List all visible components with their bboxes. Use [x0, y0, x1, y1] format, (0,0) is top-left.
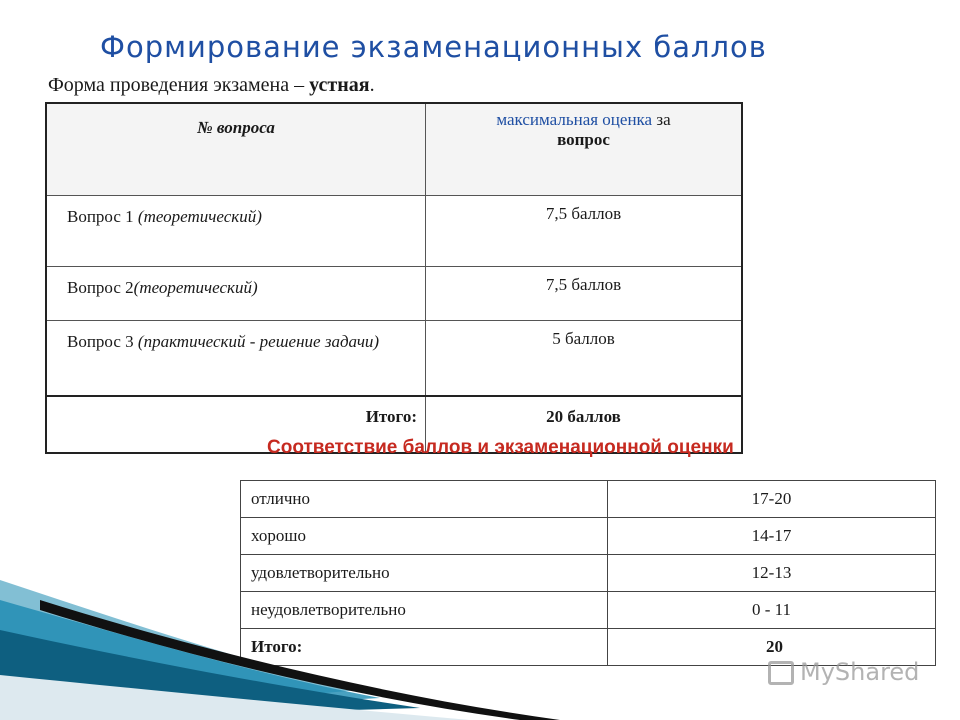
table-row — [46, 196, 742, 267]
scoring-table — [45, 102, 743, 454]
decorative-wave — [0, 580, 560, 720]
watermark — [768, 658, 919, 686]
header-max-score-b: за — [652, 110, 671, 129]
grade-name: хорошо — [241, 518, 608, 555]
question-type: (теоретический) — [137, 207, 262, 226]
total-label: Итого: — [46, 396, 426, 453]
exam-form-line — [48, 74, 375, 97]
table-row — [241, 518, 936, 555]
header-question-number: № вопроса — [46, 103, 426, 196]
question-type: (практический - решение задачи) — [137, 332, 380, 351]
table-row — [46, 267, 742, 321]
question-cell — [46, 267, 426, 321]
header-max-score — [426, 103, 743, 196]
scoring-table-header — [46, 103, 742, 196]
watermark-text: MyShared — [800, 658, 920, 686]
table-row — [241, 481, 936, 518]
total-value: 20 баллов — [426, 396, 743, 453]
header-max-score-c: вопрос — [557, 130, 610, 149]
grade-name: удовлетворительно — [241, 555, 608, 592]
grade-name: неудовлетворительно — [241, 592, 608, 629]
header-max-score-a: максимальная оценка — [496, 110, 653, 129]
question-points: 7,5 баллов — [426, 196, 743, 267]
question-label: Вопрос 3 — [67, 332, 138, 351]
grade-range: 17-20 — [608, 481, 936, 518]
question-label: Вопрос 2 — [67, 278, 134, 297]
question-cell — [46, 196, 426, 267]
grade-range: 0 - 11 — [608, 592, 936, 629]
exam-form-suffix: . — [369, 74, 375, 96]
grade-range: 14-17 — [608, 518, 936, 555]
question-type: (теоретический) — [133, 278, 258, 297]
table-row — [46, 321, 742, 397]
exam-form-type: устная — [309, 74, 370, 96]
presentation-icon — [768, 661, 794, 685]
question-points: 7,5 баллов — [426, 267, 743, 321]
section-title: Соответствие баллов и экзаменационной оценки — [267, 437, 734, 458]
page-title: Формирование экзаменационных баллов — [100, 30, 767, 64]
question-cell — [46, 321, 426, 397]
question-points: 5 баллов — [426, 321, 743, 397]
grade-range: 12-13 — [608, 555, 936, 592]
total-label: Итого: — [241, 629, 608, 666]
grade-name: отлично — [241, 481, 608, 518]
total-value: 20 — [608, 629, 936, 666]
question-label: Вопрос 1 — [67, 207, 138, 226]
exam-form-prefix: Форма проведения экзамена – — [48, 74, 310, 96]
